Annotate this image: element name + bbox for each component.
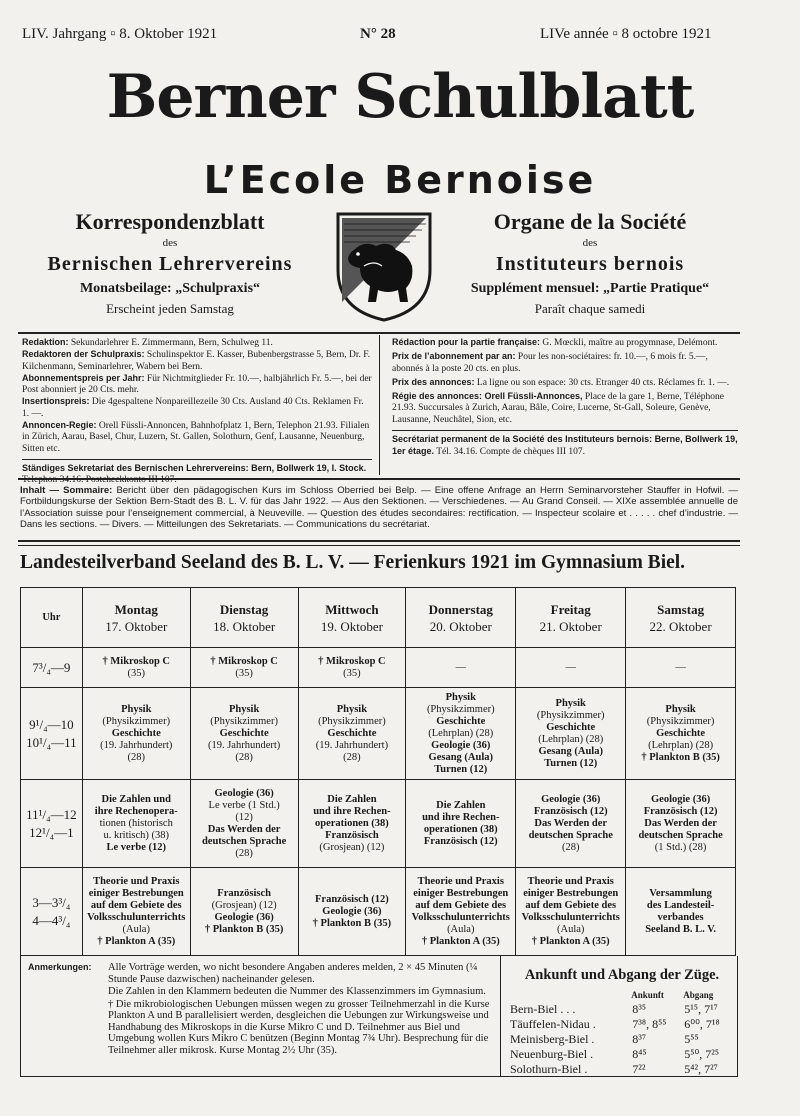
table-cell: Die Zahlen und ihre Rechen- operationen (38) Französisch (Grosjean) (12) [298, 780, 406, 868]
time-cell: 7³/₄—9 [21, 648, 83, 688]
annoncen-label: Annoncen-Regie: [22, 420, 97, 431]
annoncen-text: Orell Füssli-Annoncen, Bahnhofplatz 1, Bern, Telephon 21.93. Filialen in Zürich, Aarau, Basel, Chur, Luzern, St. Gallen, Solothurn, Genf, Lausanne, Neuenburg, Sitten etc. [22, 421, 370, 454]
info-right [392, 337, 738, 459]
table-cell: Theorie und Praxis einiger Bestrebungen auf dem Gebiete des Volksschulunterrichts (Aula) † Plankton A (35) [516, 868, 626, 956]
right-line2: des [582, 237, 598, 249]
contents-text: Bericht über den pädagogischen Kurs im Schloss Oberried bei Belp. — Eine offene Anfrage an Herrn Seminarvorsteher Stauffer in Hofwil. — Fortbildungskurse der Sektion Bern-Stadt des B. L. V. für das Jahr 1922. — Aus den Sektionen. — Verschiedenes. — Au Grand Conseil. — XIXe assemblée annuelle de l’Association suisse pour l’enseignement commercial, à Neuveville. — Question des études secondaires: rectification. — Inspecteur scolaire et . . . . . chef d’industrie. — Dans les sections. — Divers. — Mitteilungen des Sekretariats. — Communications du secrétariat. [20, 485, 739, 530]
left-line4: Monatsbeilage: „Schulpraxis“ [79, 281, 261, 296]
table-cell: Die Zahlen und ihre Rechenopera- tionen (historisch u. kritisch) (38) Le verbe (12) [82, 780, 190, 868]
masthead-right [440, 208, 740, 318]
table-cell: Physik (Physikzimmer) Geschichte (19. Jahrhundert) (28) [190, 688, 298, 780]
table-row [21, 780, 736, 868]
notes-label: Anmerkungen: [28, 962, 92, 972]
abo-label: Abonnementspreis per Jahr: [22, 372, 145, 383]
note-2: Die Zahlen in den Klammern bedeuten die Nummer des Klassenzimmers im Gymnasium. [108, 986, 486, 997]
course-timetable [20, 587, 736, 956]
train-row: Neuenburg-Biel . 8⁴⁵ 5⁵⁰, 7²⁵ [510, 1047, 720, 1061]
table-cell: Geologie (36) Le verbe (1 Std.) (12) Das Werden der deutschen Sprache (28) [190, 780, 298, 868]
right-line5: Paraît chaque samedi [534, 301, 646, 316]
time-cell: 9¹/₄—10 10¹/₄—11 [21, 688, 83, 780]
table-cell: Französisch (Grosjean) (12) Geologie (36) † Plankton B (35) [190, 868, 298, 956]
prix-annonces-label: Prix des annonces: [392, 376, 475, 387]
ankunft-header: Ankunft [631, 990, 664, 1000]
table-cell: Physik (Physikzimmer) Geschichte (Lehrplan) (28) † Plankton B (35) [626, 688, 736, 780]
table-cell: Physik (Physikzimmer) Geschichte (19. Jahrhundert) (28) [82, 688, 190, 780]
uhr-header: Uhr [21, 588, 83, 648]
train-row: Bern-Biel . . . 8³⁵ 5¹⁵, 7¹⁷ [510, 1002, 718, 1016]
table-cell: † Mikroskop C (35) [190, 648, 298, 688]
table-cell: Physik (Physikzimmer) Geschichte (Lehrplan) (28) Geologie (36) Gesang (Aula) Turnen (12) [406, 688, 516, 780]
redaction-label: Rédaction pour la partie française: [392, 337, 541, 347]
train-row: Meinisberg-Biel . 8³⁷ 5⁵⁵ [510, 1032, 699, 1046]
insertion-text: Die 4gespaltene Nonpareillezeile 30 Cts. Ausland 40 Cts. Reklamen Fr. 1. —. [22, 397, 364, 419]
secretariat-text: Tél. 34.16. Compte de chèques III 107. [436, 447, 586, 458]
sekretariat-label: Ständiges Sekretariat des Bernischen Lehrervereins: Bern, Bollwerk 19, I. Stock. [22, 462, 367, 473]
train-row: Täuffelen-Nidau . 7³⁸, 8⁵⁵ 6⁰⁰, 7¹⁸ [510, 1017, 720, 1031]
masthead-subtitle: L’Ecole Bernoise [203, 158, 597, 202]
abo-text: Für Nichtmitglieder Fr. 10.—, halbjährlich Fr. 5.—, bei der Post abonniert je 20 Cts. mehr. [22, 373, 372, 396]
secretariat-label: Secrétariat permanent de la Société des Instituteurs bernois: Berne, Bollwerk 19, 1er étage. [392, 434, 738, 457]
day-header: Samstag 22. Oktober [626, 588, 736, 648]
table-cell: Physik (Physikzimmer) Geschichte (Lehrplan) (28) Gesang (Aula) Turnen (12) [516, 688, 626, 780]
table-cell: Theorie und Praxis einiger Bestrebungen auf dem Gebiete des Volksschulunterrichts (Aula) † Plankton A (35) [406, 868, 516, 956]
regie-text: Place de la gare 1, Berne, Téléphone 21.93. Succursales à Zurich, Aarau, Bâle, Coire, Lucerne, St-Gall, Soleure, Genève, Lausanne, Neuchâtel, Sion, etc. [392, 392, 725, 425]
day-header: Montag 17. Oktober [82, 588, 190, 648]
divider [18, 332, 740, 334]
info-left [22, 337, 372, 487]
insertion-label: Insertionspreis: [22, 396, 90, 407]
redaktion-label: Redaktion: [22, 337, 69, 347]
table-cell: Geologie (36) Französisch (12) Das Werden der deutschen Sprache (28) [516, 780, 626, 868]
note-3: † Die mikrobiologischen Uebungen müssen wegen zu grosser Teilnehmerzahl in die Kurse Plankton A und B parallelisiert werden, desgleichen die Uebungen zur Wirkungsweise und Handhabung des Mikroskops in die Kurse Mikro C und D. Teilnehmer aus Biel und Umgebung wollen Kurs Mikro C benützen (Beginn Montag 7¾ Uhr). Besprechung für die Teilnehmer aller mikrosk. Kurse Montag 2½ Uhr (35). [108, 998, 490, 1056]
bern-bear-crest-icon [334, 210, 434, 322]
left-line3: Bernischen Lehrervereins [47, 253, 293, 275]
schulpraxis-label: Redaktoren der Schulpraxis: [22, 349, 145, 360]
table-header-row [21, 588, 736, 648]
table-cell: Geologie (36) Französisch (12) Das Werden der deutschen Sprache (1 Std.) (28) [626, 780, 736, 868]
volume-line-fr: LIVe année ▫ 8 octobre 1921 [540, 26, 712, 42]
table-cell: — [406, 648, 516, 688]
divider [18, 540, 740, 542]
table-cell: Physik (Physikzimmer) Geschichte (19. Jahrhundert) (28) [298, 688, 406, 780]
column-divider [379, 335, 380, 475]
day-header: Dienstag 18. Oktober [190, 588, 298, 648]
volume-line-de: LIV. Jahrgang ▫ 8. Oktober 1921 [22, 26, 218, 42]
right-line3: Instituteurs bernois [495, 253, 685, 275]
table-cell: Die Zahlen und ihre Rechen- operationen (38) Französisch (12) [406, 780, 516, 868]
day-header: Donnerstag 20. Oktober [406, 588, 516, 648]
prix-abo-text: Pour les non-sociétaires: fr. 10.—, 6 mois fr. 5.—, abonnés à la poste 20 cts. en plus. [392, 352, 708, 374]
right-line4: Supplément mensuel: „Partie Pratique“ [470, 281, 710, 296]
masthead-left [20, 208, 320, 318]
day-header: Mittwoch 19. Oktober [298, 588, 406, 648]
train-title: Ankunft und Abgang der Züge. [524, 967, 720, 983]
train-header-row [508, 988, 736, 1002]
train-schedule [508, 962, 736, 1077]
table-cell: Theorie und Praxis einiger Bestrebungen auf dem Gebiete des Volksschulunterrichts (Aula) † Plankton A (35) [82, 868, 190, 956]
divider [18, 478, 740, 480]
abgang-header: Abgang [683, 990, 714, 1000]
train-table [508, 988, 736, 1077]
divider [18, 545, 740, 546]
notes-text [108, 962, 492, 1056]
time-cell: 3—3³/₄ 4—4³/₄ [21, 868, 83, 956]
table-row [21, 868, 736, 956]
table-row [21, 688, 736, 780]
contents-summary [20, 485, 738, 530]
table-cell: — [516, 648, 626, 688]
train-row: Solothurn-Biel . 7²² 5⁴², 7²⁷ [510, 1062, 718, 1076]
schulpraxis-text: Schulinspektor E. Kasser, Bubenbergstrasse 5, Bern, Dr. F. Kilchenmann, Seminarlehrer, Wabern bei Bern. [22, 350, 371, 372]
column-divider [500, 956, 501, 1076]
left-line1: Korrespondenzblatt [75, 209, 265, 234]
redaktion-text: Sekundarlehrer E. Zimmermann, Bern, Schulweg 11. [70, 338, 273, 348]
table-row [21, 648, 736, 688]
day-header: Freitag 21. Oktober [516, 588, 626, 648]
masthead-title: Berner Schulblatt [106, 62, 694, 132]
left-line2: des [162, 237, 178, 249]
regie-label: Régie des annonces: Orell Füssli-Annonces, [392, 391, 583, 402]
issue-number: N° 28 [360, 26, 396, 42]
table-cell: Versammlung des Landesteil- verbandes Seeland B. L. V. [626, 868, 736, 956]
right-line1: Organe de la Société [493, 209, 687, 234]
sekretariat-text: Telephon 34.16. Postcheckkonto III 107. [22, 475, 177, 486]
redaction-text: G. Mœckli, maître au progymnase, Delémont. [542, 338, 718, 348]
contents-label: Inhalt — Sommaire: [20, 485, 113, 496]
table-cell: — [626, 648, 736, 688]
table-cell: Französisch (12) Geologie (36) † Plankton B (35) [298, 868, 406, 956]
note-1: Alle Vorträge werden, wo nicht besondere Angaben anderes melden, 2 × 45 Minuten (¼ Stunde Pause dazwischen) nacheinander gelesen. [108, 962, 478, 985]
left-line5: Erscheint jeden Samstag [106, 301, 234, 316]
table-cell: † Mikroskop C (35) [298, 648, 406, 688]
table-cell: † Mikroskop C (35) [82, 648, 190, 688]
prix-annonces-text: La ligne ou son espace: 30 cts. Etranger 40 cts. Réclames fr. 1. —. [476, 377, 730, 388]
prix-abo-label: Prix de l’abonnement par an: [392, 351, 516, 362]
course-headline: Landesteilverband Seeland des B. L. V. — Ferienkurs 1921 im Gymnasium Biel. [20, 552, 686, 573]
time-cell: 11¹/₄—12 12¹/₄—1 [21, 780, 83, 868]
